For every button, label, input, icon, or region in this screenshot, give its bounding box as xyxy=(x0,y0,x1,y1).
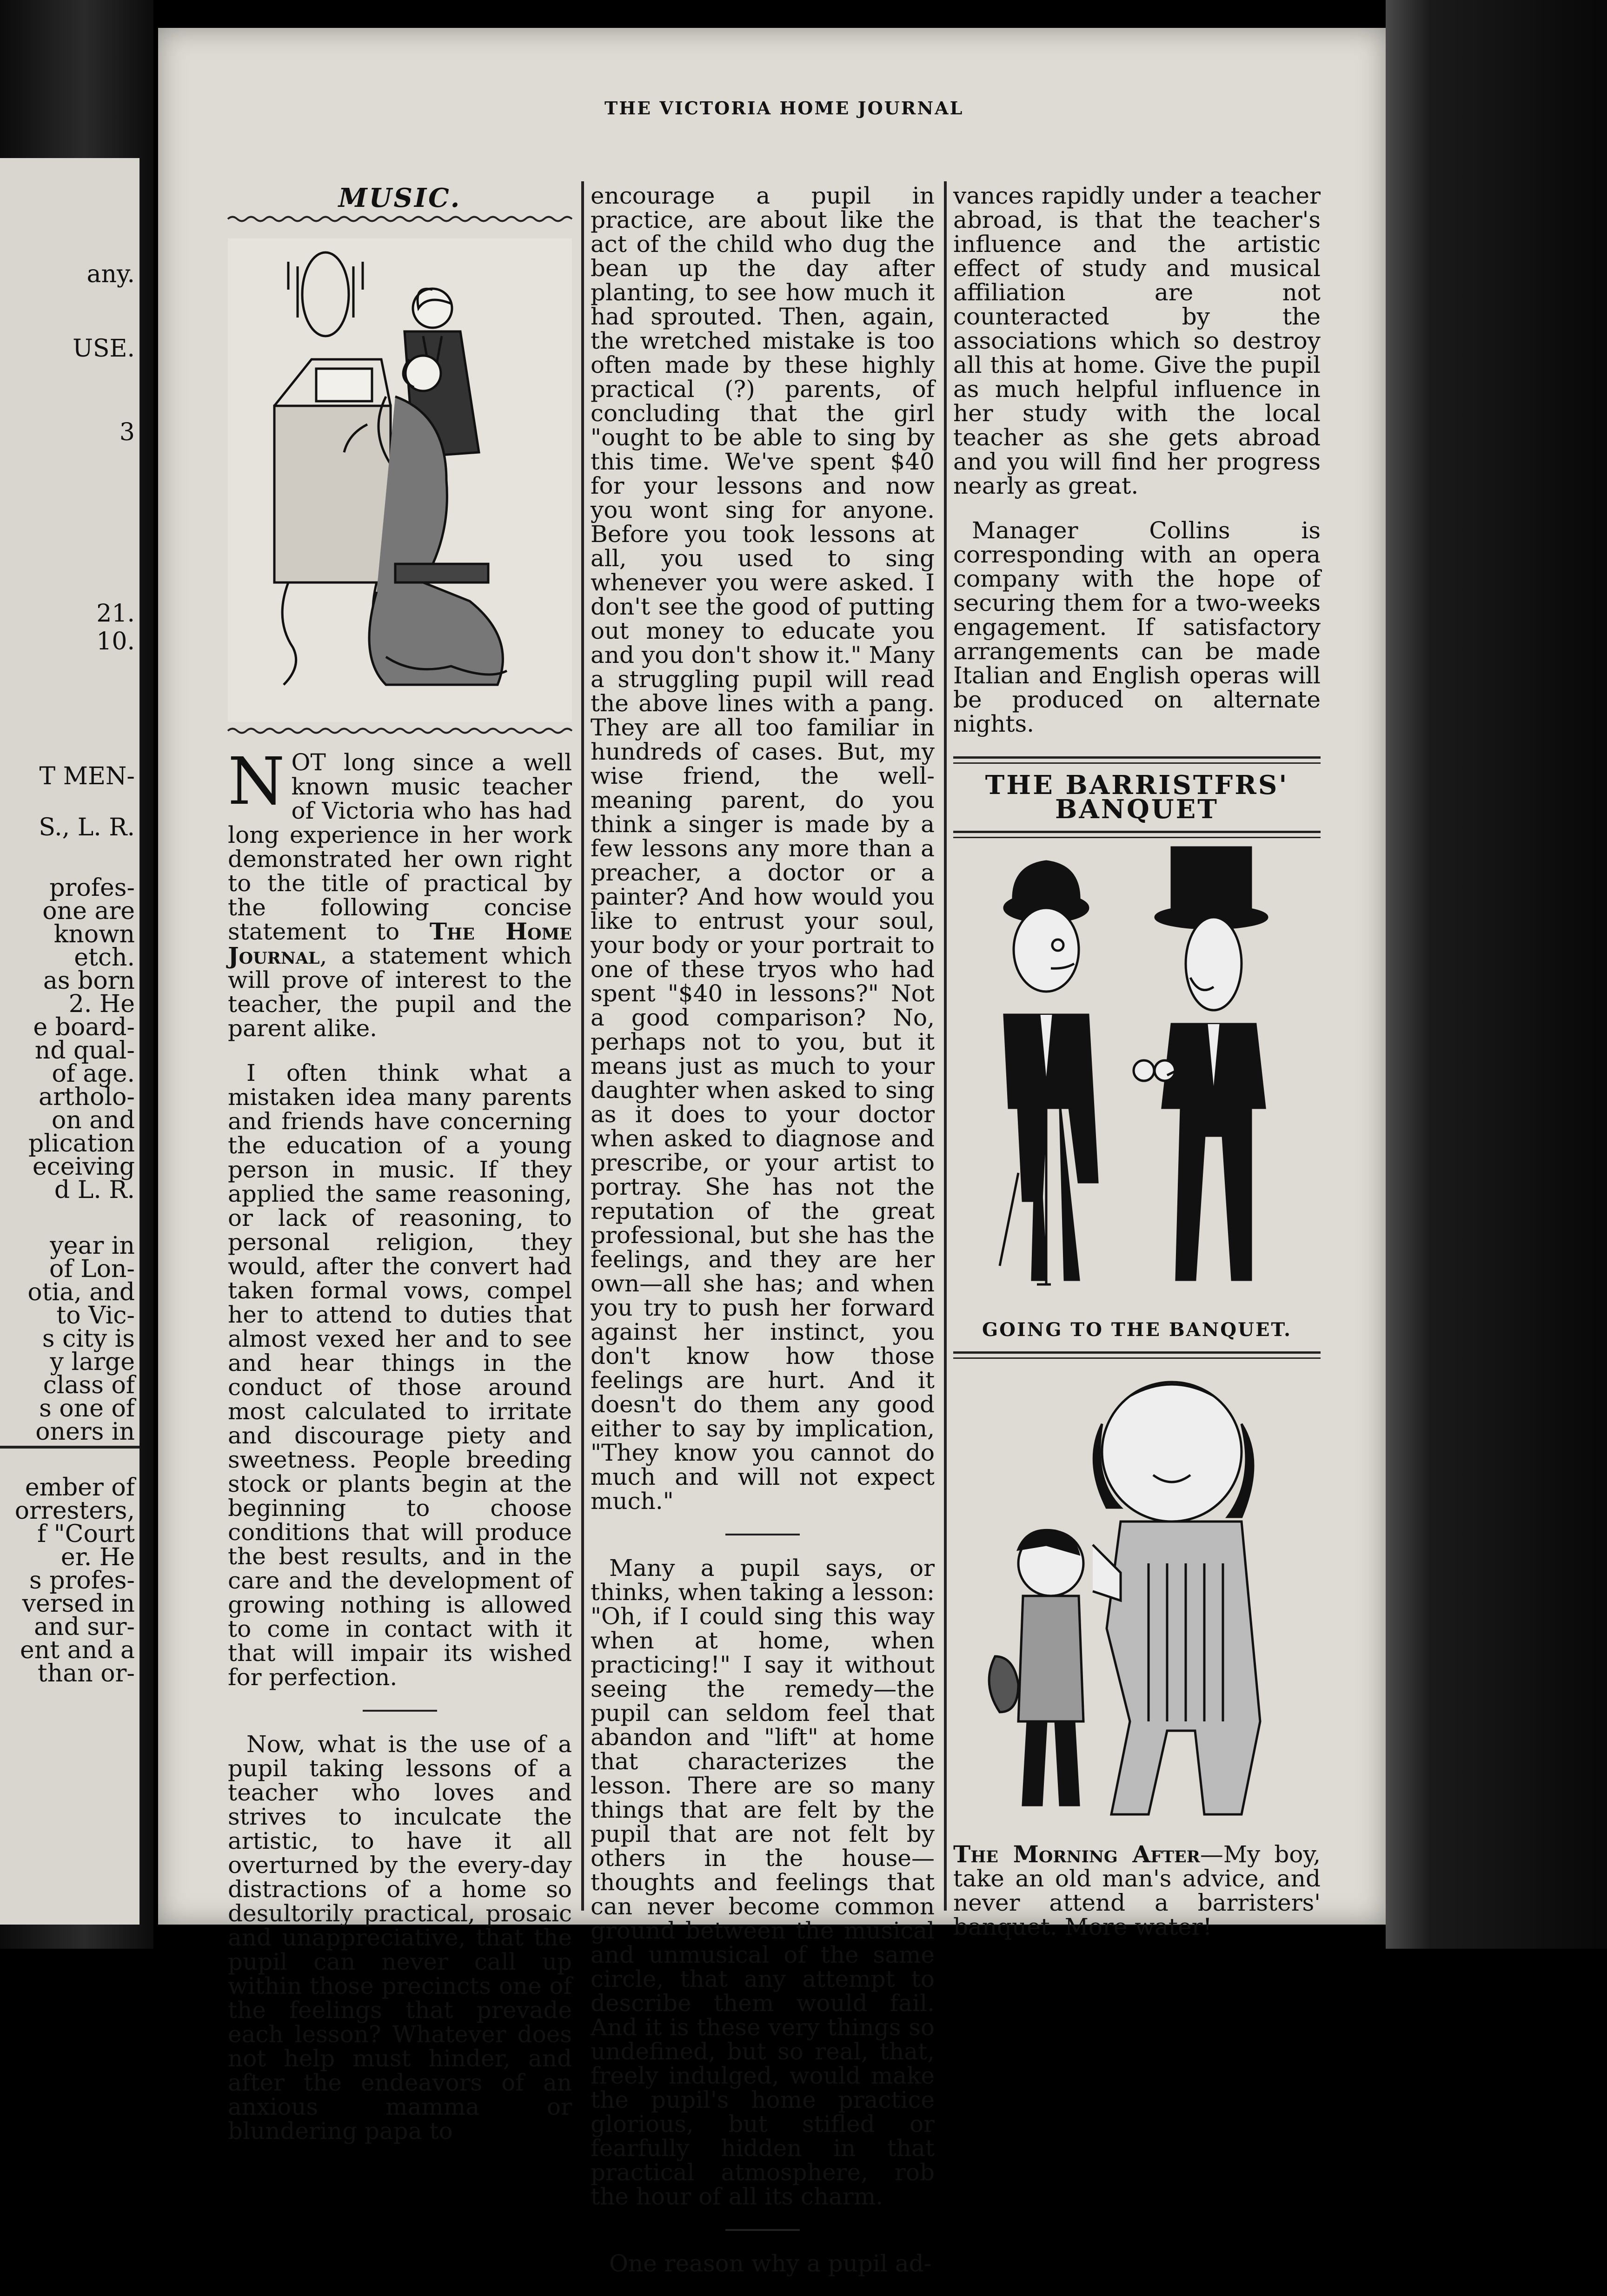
prev-page-line: f "Court xyxy=(37,1520,135,1548)
prev-page-line: oners in xyxy=(35,1418,135,1446)
prev-page-line: class of xyxy=(43,1371,135,1399)
music-paragraph: One reason why a pupil ad- xyxy=(609,2250,932,2277)
old-man-and-boy-cartoon xyxy=(953,1368,1321,1842)
column-rule-1 xyxy=(581,181,584,1911)
prev-page-line: e board- xyxy=(33,1013,135,1041)
column-1 xyxy=(228,183,572,2164)
music-heading: MUSIC. xyxy=(338,183,462,213)
journal-name: The Home Journal xyxy=(228,918,572,969)
prev-page-line: than or- xyxy=(37,1660,135,1687)
prev-page-line: etch. xyxy=(74,944,135,972)
prev-page-line: s city is xyxy=(42,1325,135,1353)
woman-at-piano-illustration xyxy=(228,238,572,722)
prev-page-line: s one of xyxy=(39,1395,135,1423)
prev-page-line: ent and a xyxy=(20,1636,135,1664)
drop-cap: N xyxy=(228,744,285,820)
prev-page-line: ember of xyxy=(25,1474,135,1502)
prev-page-line: nd qual- xyxy=(34,1037,135,1065)
cartoon-caption-2 xyxy=(953,1842,1321,1939)
previous-page-fragment xyxy=(0,158,139,1925)
prev-page-line: artholo- xyxy=(38,1083,135,1111)
newspaper-page xyxy=(158,28,1386,2277)
prev-page-line: to Vic- xyxy=(56,1302,135,1330)
prev-page-line: year in xyxy=(50,1232,135,1260)
prev-page-line: known xyxy=(53,920,135,948)
cartoon-caption: GOING TO THE BANQUET. xyxy=(982,1319,1292,1341)
prev-page-line: of age. xyxy=(52,1060,135,1088)
prev-page-line: of Lon- xyxy=(49,1255,135,1283)
music-paragraph: I often think what a mistaken idea many parents and friends have concerning the education of a young person in music. If they applied the same reasoning, or lack of reasoning, to personal religion, they would, after the convert had taken formal vows, compel her to attend to duties that almost vexed her and to see and hear things in the conduct of those around most calculated to irritate and discourage piety and sweetness. People breeding stock or plants begin at the beginning to choose conditions that will produce the best results, and in the care and the development of growing nothing is allowed to come in contact with it that will impair its wished for perfection. xyxy=(228,1059,572,1691)
prev-page-line: er. He xyxy=(60,1543,135,1571)
wavy-rule xyxy=(228,215,572,223)
prev-page-line: d L. R. xyxy=(54,1176,135,1204)
prev-page-line: 2. He xyxy=(68,990,135,1018)
prev-page-line: one are xyxy=(42,897,135,925)
prev-page-line: profes- xyxy=(49,874,135,902)
double-rule xyxy=(953,1351,1321,1359)
prev-page-line: versed in xyxy=(22,1590,135,1618)
book-binding-right xyxy=(1386,0,1607,1949)
two-gentlemen-in-evening-dress-cartoon xyxy=(953,847,1321,1312)
prev-page-line: T MEN- xyxy=(39,762,135,790)
double-rule xyxy=(953,756,1321,764)
prev-page-line: 3 xyxy=(119,418,135,446)
short-rule xyxy=(725,1534,800,1535)
column-2 xyxy=(591,184,935,2296)
double-rule xyxy=(953,831,1321,838)
intro-text-end: , a statement which will prove of interest to the teacher, the pupil and the parent alike. xyxy=(228,942,572,1042)
opera-notice: Manager Collins is corresponding with an opera company with the hope of securing them for a two-weeks engagement. If satisfactory arrangements can be made Italian and English operas will be produced on alternate nights. xyxy=(953,517,1321,737)
short-rule xyxy=(363,1710,437,1712)
prev-page-line: plication xyxy=(28,1130,135,1158)
prev-page-line: any. xyxy=(86,260,135,288)
prev-page-line: orresters, xyxy=(14,1497,135,1525)
prev-page-line: as born xyxy=(43,967,135,995)
wavy-rule xyxy=(228,727,572,735)
running-head: THE VICTORIA HOME JOURNAL xyxy=(604,98,964,119)
music-paragraph: vances rapidly under a teacher abroad, is that the teacher's influence and the artistic effect of study and musical affiliation are not counteracted by the associations which so destroy all this at home. Give the pupil as much helpful influence in her study with the local teacher as she gets abroad and you will find her progress nearly as great. xyxy=(953,182,1321,499)
prev-page-line: y large xyxy=(50,1348,135,1376)
prev-page-line: s profes- xyxy=(29,1567,135,1595)
intro-text: OT long since a well known music teacher of Victoria who has had long experience in her work demonstrated her own right to the title of practical by the following concise statement to xyxy=(228,749,572,945)
prev-page-line: USE. xyxy=(73,335,135,363)
music-paragraph: Now, what is the use of a pupil taking lessons of a teacher who loves and strives to inculcate the artistic, to have it all overturned by the every-day distractions of a home so desultorily practical, prosaic and unappreciative, that the pupil can never call up within those precincts one of the feelings that prevade each lesson? Whatever does not help must hinder, and after the endeavors of an anxious mamma or blundering papa to xyxy=(228,1731,572,2144)
column-3 xyxy=(953,184,1321,1959)
caption-text: —My boy, take an old man's advice, and never attend a barristers' banquet. More water! xyxy=(953,1841,1321,1940)
music-paragraph: encourage a pupil in practice, are about like the act of the child who dug the bean up the day after planting, to see how much it had sprouted. Then, again, the wretched mistake is too often made by these highly practical (?) parents, of concluding that the girl "ought to be able to sing by this time. We've spent $40 for your lessons and now you wont sing for anyone. Before you took lessons at all, you used to sing whenever you were asked. I don't see the good of putting out money to educate you and you don't show it." Many a struggling pupil will read the above lines with a pang. They are all too familiar in hundreds of cases. But, my wise friend, the well-meaning parent, do you think a singer is made by a few lessons any more than a preacher, a doctor or a painter? And how would you like to entrust your soul, your body or your portrait to one of these tryos who had spent "$40 in lessons?" Not a good comparison? No, perhaps not to you, but it means just as much to your daughter when asked to sing as it does to your doctor when asked to diagnose and prescribe, or your artist to portray. She has not the reputation of the great professional, but she has the feelings, and they are her own—all she has; and when you try to push her forward against her instinct, you don't know how those feelings are hurt. And it doesn't do them any good either to say by implication, "They know you cannot do much and will not expect much." xyxy=(591,182,935,1515)
short-rule xyxy=(725,2229,800,2231)
prev-page-line: S., L. R. xyxy=(39,814,135,841)
prev-page-line: and sur- xyxy=(34,1613,135,1641)
prev-page-line: otia, and xyxy=(27,1278,135,1306)
banquet-heading: THE BARRISTFRS' BANQUET xyxy=(985,770,1289,825)
prev-page-line: 10. xyxy=(96,628,135,655)
column-rule-2 xyxy=(944,181,947,1911)
prev-page-line: on and xyxy=(51,1106,135,1134)
caption-title: The Morning After xyxy=(953,1840,1200,1868)
music-paragraph: Many a pupil says, or thinks, when taking a lesson: "Oh, if I could sing this way when at home, when practicing!" I say it without seeing the remedy—the pupil can seldom feel that abandon and "lift" at home that characterizes the lesson. There are so many things that are felt by the pupil that are not felt by others in the house—thoughts and feelings that can never become common ground between the musical and unmusical of the same circle, that any attempt to describe them would fail. And it is these very things so undefined, but so real, that, freely indulged, would make the pupil's home practice glorious, but stifled or fearfully hidden in that practical atmosphere, rob the hour of all its charm. xyxy=(591,1555,935,2210)
music-intro xyxy=(228,744,572,1042)
prev-page-line: eceiving xyxy=(32,1153,135,1181)
prev-page-line: 21. xyxy=(96,600,135,628)
prev-page-rule xyxy=(0,1446,139,1449)
